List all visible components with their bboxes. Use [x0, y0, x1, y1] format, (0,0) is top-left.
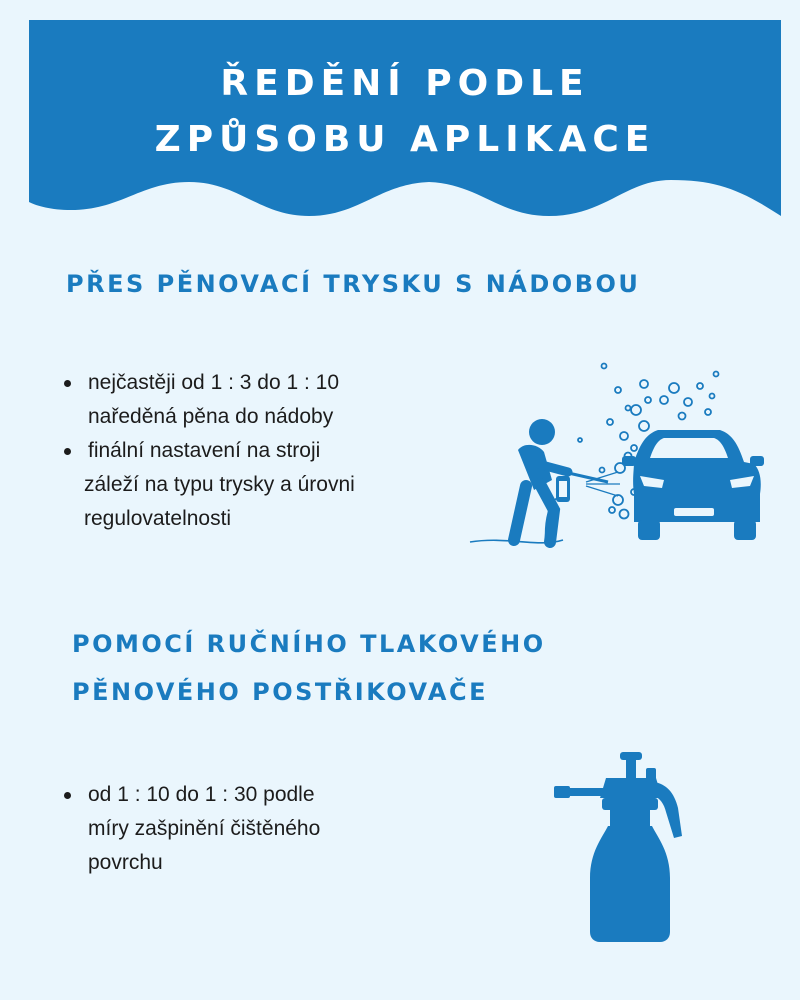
bullet-line: povrchu	[88, 851, 163, 874]
bullet-item	[62, 366, 355, 434]
bullet-line: od 1 : 10 do 1 : 30 podle	[88, 783, 315, 806]
pressure-sprayer-icon	[548, 748, 698, 944]
bullet-line: míry zašpinění čištěného	[88, 817, 321, 840]
section-heading-pressure-sprayer-line-2: PĚNOVÉHO POSTŘIKOVAČE	[72, 678, 489, 706]
person-foam-washing-car-icon	[468, 360, 768, 550]
bullet-item	[62, 778, 320, 880]
page-title	[29, 56, 781, 168]
bullet-line: záleží na typu trysky a úrovni	[84, 473, 355, 496]
section-pressure-sprayer-bullet-list	[62, 778, 320, 880]
section-heading-foam-nozzle: PŘES PĚNOVACÍ TRYSKU S NÁDOBOU	[66, 270, 641, 298]
page-title-line-2: ZPŮSOBU APLIKACE	[154, 119, 656, 160]
bullet-line: naředěná pěna do nádoby	[88, 405, 334, 428]
bullet-item	[62, 434, 355, 536]
bullet-line: nejčastěji od 1 : 3 do 1 : 10	[88, 371, 340, 394]
header-banner	[29, 20, 781, 216]
page-title-line-1: ŘEDĚNÍ PODLE	[220, 63, 590, 104]
section-foam-nozzle-bullet-list	[62, 366, 355, 536]
section-heading-pressure-sprayer-line-1: POMOCÍ RUČNÍHO TLAKOVÉHO	[72, 630, 546, 658]
bullet-line: finální nastavení na stroji	[88, 439, 321, 462]
bullet-line: regulovatelnosti	[84, 507, 232, 530]
